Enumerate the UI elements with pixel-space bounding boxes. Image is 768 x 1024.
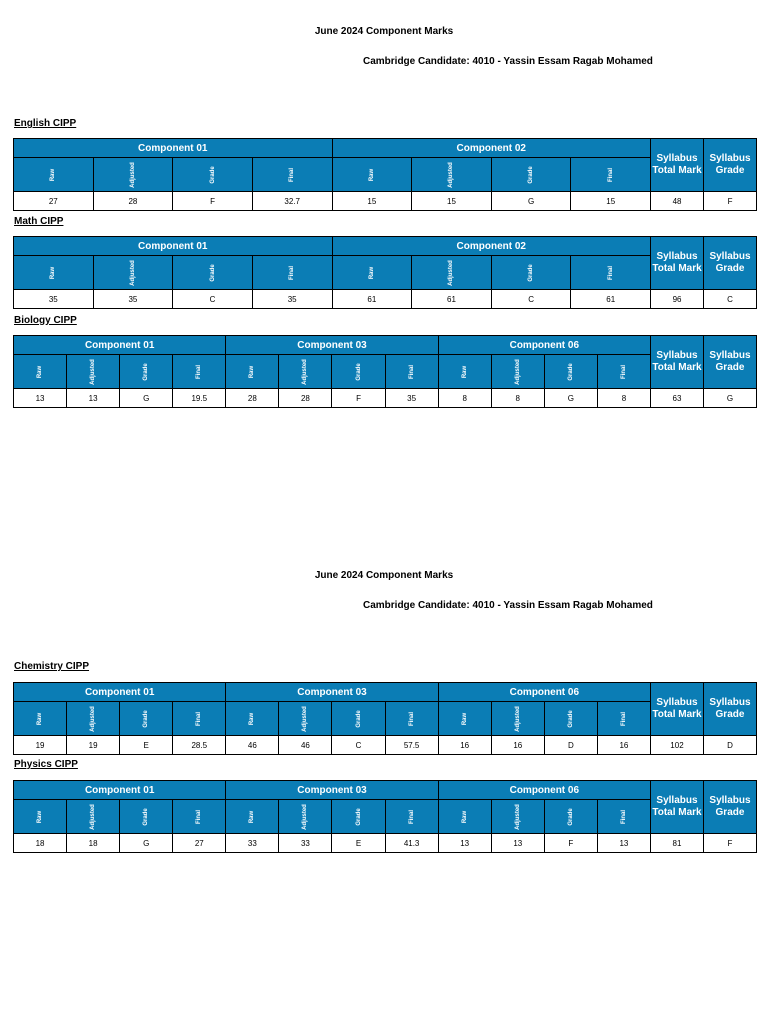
cell-raw: 28 xyxy=(226,389,279,408)
sub-header-adjusted xyxy=(279,702,332,736)
sub-header-label: Adjusted xyxy=(302,358,309,385)
sub-header-label: Final xyxy=(408,711,415,726)
sub-header-final xyxy=(597,355,650,389)
cell-syllabus-grade: G xyxy=(703,389,756,408)
sub-header-final xyxy=(173,800,226,834)
subject-title: Math CIPP xyxy=(14,216,64,227)
cell-grade: G xyxy=(120,389,173,408)
cell-syllabus-grade: F xyxy=(703,834,756,853)
cell-final: 35 xyxy=(385,389,438,408)
sub-header-label: Adjusted xyxy=(448,259,455,286)
sub-header-raw xyxy=(226,702,279,736)
component-header: Component 01 xyxy=(14,237,333,256)
cell-raw: 13 xyxy=(14,389,67,408)
sub-header-grade xyxy=(120,702,173,736)
sub-header-raw xyxy=(14,800,67,834)
cell-adjusted: 28 xyxy=(279,389,332,408)
cell-final: 28.5 xyxy=(173,736,226,755)
sub-header-label: Grade xyxy=(143,807,150,826)
syllabus-total-header: Syllabus Total Mark xyxy=(650,336,703,389)
sub-header-grade xyxy=(332,800,385,834)
syllabus-grade-header: Syllabus Grade xyxy=(703,336,756,389)
sub-header-label: Final xyxy=(620,809,627,824)
cell-raw: 19 xyxy=(14,736,67,755)
sub-header-adjusted xyxy=(93,256,173,290)
component-header: Component 06 xyxy=(438,781,650,800)
cell-raw: 18 xyxy=(14,834,67,853)
sub-header-raw xyxy=(332,158,412,192)
sub-header-grade xyxy=(332,702,385,736)
marks-table xyxy=(13,682,757,755)
sub-header-label: Raw xyxy=(461,365,468,378)
sub-header-label: Final xyxy=(620,364,627,379)
sub-header-label: Grade xyxy=(567,709,574,728)
sub-header-final xyxy=(252,158,332,192)
component-header: Component 02 xyxy=(332,139,651,158)
sub-header-adjusted xyxy=(491,800,544,834)
cell-syllabus-total: 96 xyxy=(651,290,704,309)
sub-header-label: Raw xyxy=(461,712,468,725)
table-row xyxy=(14,192,757,211)
cell-raw: 15 xyxy=(332,192,412,211)
sub-header-label: Final xyxy=(607,167,614,182)
component-header: Component 06 xyxy=(438,336,650,355)
cell-grade: G xyxy=(544,389,597,408)
sub-header-label: Adjusted xyxy=(514,803,521,830)
sub-header-label: Adjusted xyxy=(129,161,136,188)
sub-header-final xyxy=(173,702,226,736)
sub-header-label: Adjusted xyxy=(129,259,136,286)
subject-title: English CIPP xyxy=(14,118,77,129)
candidate-name: Cambridge Candidate: 4010 - Yassin Essam Ragab Mohamed xyxy=(363,56,653,67)
sub-header-label: Adjusted xyxy=(90,705,97,732)
sub-header-raw xyxy=(438,800,491,834)
sub-header-label: Grade xyxy=(567,362,574,381)
sub-header-label: Final xyxy=(620,711,627,726)
sub-header-raw xyxy=(226,355,279,389)
cell-grade: G xyxy=(491,192,571,211)
cell-final: 35 xyxy=(252,290,332,309)
table-row xyxy=(14,834,757,853)
sub-header-label: Final xyxy=(196,711,203,726)
sub-header-grade xyxy=(120,800,173,834)
sub-header-grade xyxy=(491,256,571,290)
cell-adjusted: 33 xyxy=(279,834,332,853)
sub-header-label: Final xyxy=(408,364,415,379)
cell-final: 19.5 xyxy=(173,389,226,408)
sub-header-label: Grade xyxy=(355,709,362,728)
sub-header-label: Grade xyxy=(209,263,216,282)
sub-header-label: Adjusted xyxy=(448,161,455,188)
sub-header-label: Grade xyxy=(209,165,216,184)
page-title: June 2024 Component Marks xyxy=(314,570,454,581)
marks-table xyxy=(13,780,757,853)
sub-header-final xyxy=(385,702,438,736)
sub-header-adjusted xyxy=(67,702,120,736)
sub-header-raw xyxy=(438,702,491,736)
sub-header-final xyxy=(252,256,332,290)
sub-header-label: Raw xyxy=(50,266,57,279)
sub-header-label: Adjusted xyxy=(514,705,521,732)
cell-grade: E xyxy=(332,834,385,853)
syllabus-total-header: Syllabus Total Mark xyxy=(650,683,703,736)
sub-header-label: Grade xyxy=(567,807,574,826)
sub-header-label: Grade xyxy=(143,362,150,381)
sub-header-adjusted xyxy=(93,158,173,192)
component-header: Component 01 xyxy=(14,781,226,800)
sub-header-raw xyxy=(14,702,67,736)
cell-adjusted: 15 xyxy=(412,192,492,211)
sub-header-label: Grade xyxy=(355,807,362,826)
sub-header-label: Final xyxy=(196,364,203,379)
sub-header-raw xyxy=(332,256,412,290)
sub-header-final xyxy=(597,800,650,834)
cell-final: 13 xyxy=(597,834,650,853)
cell-syllabus-grade: C xyxy=(704,290,757,309)
cell-adjusted: 18 xyxy=(67,834,120,853)
syllabus-grade-header: Syllabus Grade xyxy=(703,683,756,736)
sub-header-label: Grade xyxy=(528,165,535,184)
sub-header-label: Raw xyxy=(37,365,44,378)
sub-header-grade xyxy=(120,355,173,389)
syllabus-grade-header: Syllabus Grade xyxy=(703,781,756,834)
cell-adjusted: 28 xyxy=(93,192,173,211)
cell-raw: 33 xyxy=(226,834,279,853)
cell-grade: C xyxy=(332,736,385,755)
table-row xyxy=(14,736,757,755)
sub-header-label: Grade xyxy=(143,709,150,728)
cell-raw: 46 xyxy=(226,736,279,755)
subject-title: Biology CIPP xyxy=(14,315,77,326)
sub-header-grade xyxy=(491,158,571,192)
sub-header-label: Raw xyxy=(50,168,57,181)
component-header: Component 01 xyxy=(14,139,333,158)
cell-grade: C xyxy=(491,290,571,309)
cell-grade: G xyxy=(120,834,173,853)
cell-final: 16 xyxy=(597,736,650,755)
page-title: June 2024 Component Marks xyxy=(314,26,454,37)
sub-header-grade xyxy=(173,158,253,192)
component-header: Component 06 xyxy=(438,683,650,702)
cell-raw: 8 xyxy=(438,389,491,408)
sub-header-grade xyxy=(544,702,597,736)
sub-header-label: Adjusted xyxy=(302,705,309,732)
sub-header-label: Final xyxy=(408,809,415,824)
sub-header-label: Grade xyxy=(528,263,535,282)
cell-adjusted: 35 xyxy=(93,290,173,309)
cell-grade: F xyxy=(173,192,253,211)
cell-final: 61 xyxy=(571,290,651,309)
cell-grade: E xyxy=(120,736,173,755)
syllabus-total-header: Syllabus Total Mark xyxy=(651,237,704,290)
sub-header-label: Adjusted xyxy=(90,358,97,385)
sub-header-grade xyxy=(544,800,597,834)
sub-header-raw xyxy=(14,256,94,290)
table-row xyxy=(14,290,757,309)
sub-header-label: Raw xyxy=(368,168,375,181)
sub-header-label: Raw xyxy=(37,712,44,725)
marks-table xyxy=(13,335,757,408)
sub-header-raw xyxy=(438,355,491,389)
cell-syllabus-grade: D xyxy=(703,736,756,755)
component-header: Component 01 xyxy=(14,336,226,355)
cell-final: 41.3 xyxy=(385,834,438,853)
cell-adjusted: 13 xyxy=(67,389,120,408)
cell-syllabus-total: 81 xyxy=(650,834,703,853)
sub-header-adjusted xyxy=(491,355,544,389)
marks-table xyxy=(13,236,757,309)
sub-header-label: Grade xyxy=(355,362,362,381)
sub-header-adjusted xyxy=(412,256,492,290)
sub-header-label: Adjusted xyxy=(90,803,97,830)
sub-header-label: Adjusted xyxy=(302,803,309,830)
sub-header-label: Adjusted xyxy=(514,358,521,385)
cell-grade: D xyxy=(544,736,597,755)
sub-header-final xyxy=(571,256,651,290)
sub-header-label: Final xyxy=(196,809,203,824)
cell-final: 27 xyxy=(173,834,226,853)
sub-header-raw xyxy=(226,800,279,834)
sub-header-raw xyxy=(14,158,94,192)
sub-header-grade xyxy=(544,355,597,389)
cell-grade: C xyxy=(173,290,253,309)
cell-raw: 16 xyxy=(438,736,491,755)
cell-final: 57.5 xyxy=(385,736,438,755)
sub-header-label: Raw xyxy=(368,266,375,279)
cell-syllabus-total: 63 xyxy=(650,389,703,408)
component-header: Component 03 xyxy=(226,781,438,800)
table-row xyxy=(14,389,757,408)
sub-header-grade xyxy=(332,355,385,389)
sub-header-final xyxy=(173,355,226,389)
cell-adjusted: 61 xyxy=(412,290,492,309)
cell-final: 8 xyxy=(597,389,650,408)
component-header: Component 03 xyxy=(226,683,438,702)
sub-header-label: Raw xyxy=(461,810,468,823)
sub-header-label: Raw xyxy=(249,365,256,378)
sub-header-label: Raw xyxy=(249,712,256,725)
syllabus-grade-header: Syllabus Grade xyxy=(704,237,757,290)
sub-header-label: Raw xyxy=(249,810,256,823)
cell-syllabus-grade: F xyxy=(704,192,757,211)
sub-header-final xyxy=(385,355,438,389)
sub-header-adjusted xyxy=(67,800,120,834)
sub-header-final xyxy=(571,158,651,192)
cell-adjusted: 19 xyxy=(67,736,120,755)
cell-raw: 27 xyxy=(14,192,94,211)
sub-header-adjusted xyxy=(279,355,332,389)
cell-final: 32.7 xyxy=(252,192,332,211)
sub-header-label: Final xyxy=(289,265,296,280)
cell-syllabus-total: 48 xyxy=(651,192,704,211)
sub-header-adjusted xyxy=(412,158,492,192)
cell-adjusted: 13 xyxy=(491,834,544,853)
cell-syllabus-total: 102 xyxy=(650,736,703,755)
component-header: Component 02 xyxy=(332,237,651,256)
cell-raw: 61 xyxy=(332,290,412,309)
sub-header-adjusted xyxy=(279,800,332,834)
cell-adjusted: 46 xyxy=(279,736,332,755)
sub-header-final xyxy=(597,702,650,736)
subject-title: Chemistry CIPP xyxy=(14,661,90,672)
sub-header-adjusted xyxy=(67,355,120,389)
component-header: Component 03 xyxy=(226,336,438,355)
sub-header-grade xyxy=(173,256,253,290)
cell-raw: 35 xyxy=(14,290,94,309)
subject-title: Physics CIPP xyxy=(14,759,78,770)
sub-header-final xyxy=(385,800,438,834)
candidate-name: Cambridge Candidate: 4010 - Yassin Essam Ragab Mohamed xyxy=(363,600,653,611)
sub-header-raw xyxy=(14,355,67,389)
cell-grade: F xyxy=(332,389,385,408)
syllabus-grade-header: Syllabus Grade xyxy=(704,139,757,192)
marks-table xyxy=(13,138,757,211)
sub-header-adjusted xyxy=(491,702,544,736)
sub-header-label: Final xyxy=(289,167,296,182)
syllabus-total-header: Syllabus Total Mark xyxy=(651,139,704,192)
component-header: Component 01 xyxy=(14,683,226,702)
cell-grade: F xyxy=(544,834,597,853)
cell-raw: 13 xyxy=(438,834,491,853)
sub-header-label: Final xyxy=(607,265,614,280)
cell-final: 15 xyxy=(571,192,651,211)
cell-adjusted: 16 xyxy=(491,736,544,755)
cell-adjusted: 8 xyxy=(491,389,544,408)
syllabus-total-header: Syllabus Total Mark xyxy=(650,781,703,834)
sub-header-label: Raw xyxy=(37,810,44,823)
